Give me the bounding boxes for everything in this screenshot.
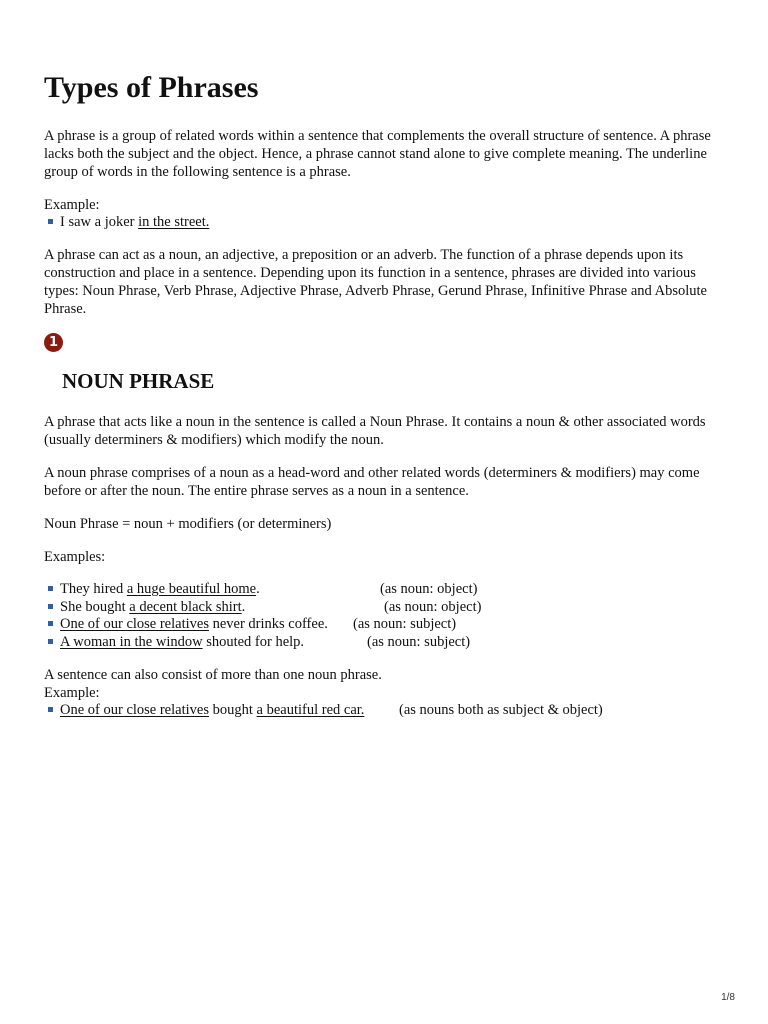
noun-phrase-description: A noun phrase comprises of a noun as a head-word and other related words (determiners & modifiers) may come before or after the noun. The entire phrase serves as a noun in a sentence.: [44, 465, 700, 499]
bullet-icon: [48, 621, 53, 626]
noun-phrase-definition: A phrase that acts like a noun in the sentence is called a Noun Phrase. It contains a noun & other associated words (usually determiners & modifiers) which modify the noun.: [44, 414, 706, 448]
bullet-icon: [48, 219, 53, 224]
underlined-phrase: One of our close relatives: [60, 616, 209, 632]
bullet-icon: [48, 604, 53, 609]
example-role-tag: (as noun: subject): [367, 634, 471, 650]
bullet-icon: [48, 707, 53, 712]
section-heading: NOUN PHRASE: [62, 369, 215, 393]
multi-example-label: Example:: [44, 685, 100, 701]
bullet-icon: [48, 586, 53, 591]
underlined-phrase: a beautiful red car.: [256, 702, 365, 718]
multi-noun-paragraph: A sentence can also consist of more than one noun phrase.: [44, 667, 382, 683]
example-label: Example:: [44, 197, 100, 213]
example-sentence: One of our close relatives bought a beautiful red car.: [60, 702, 365, 718]
example-sentence: I saw a joker in the street.: [60, 214, 210, 230]
example-sentence: They hired a huge beautiful home.: [60, 581, 260, 597]
underlined-phrase: a decent black shirt: [129, 599, 242, 615]
page-title: Types of Phrases: [44, 71, 259, 104]
example-role-tag: (as noun: subject): [353, 616, 457, 632]
underlined-phrase: A woman in the window: [60, 634, 203, 650]
example-role-tag: (as nouns both as subject & object): [399, 702, 603, 718]
section-number-badge: 1: [44, 333, 63, 352]
example-sentence: She bought a decent black shirt.: [60, 599, 246, 615]
underlined-phrase: One of our close relatives: [60, 702, 209, 718]
function-paragraph: A phrase can act as a noun, an adjective, a preposition or an adverb. The function of a phrase depends upon its construction and place in a sentence. Depending upon its function in a sentence, phrases are divided into various types: Noun Phrase, Verb Phrase, Adjective Phrase, Adverb Phrase, Gerund Phrase, Infinitive Phrase and Absolute Phrase.: [44, 247, 707, 317]
underlined-phrase: in the street.: [138, 214, 210, 230]
examples-label: Examples:: [44, 549, 106, 565]
example-sentence: A woman in the window shouted for help.: [60, 634, 305, 650]
example-role-tag: (as noun: object): [380, 581, 478, 597]
bullet-icon: [48, 639, 53, 644]
page-number: 1/8: [721, 992, 735, 1003]
example-sentence: One of our close relatives never drinks coffee.: [60, 616, 328, 632]
underlined-phrase: a huge beautiful home: [126, 581, 257, 597]
intro-paragraph: A phrase is a group of related words within a sentence that complements the overall structure of sentence. A phrase lacks both the subject and the object. Hence, a phrase cannot stand alone to give complete meaning. The underline group of words in the following sentence is a phrase.: [44, 128, 711, 180]
example-role-tag: (as noun: object): [384, 599, 482, 615]
noun-phrase-formula: Noun Phrase = noun + modifiers (or determiners): [44, 516, 332, 532]
